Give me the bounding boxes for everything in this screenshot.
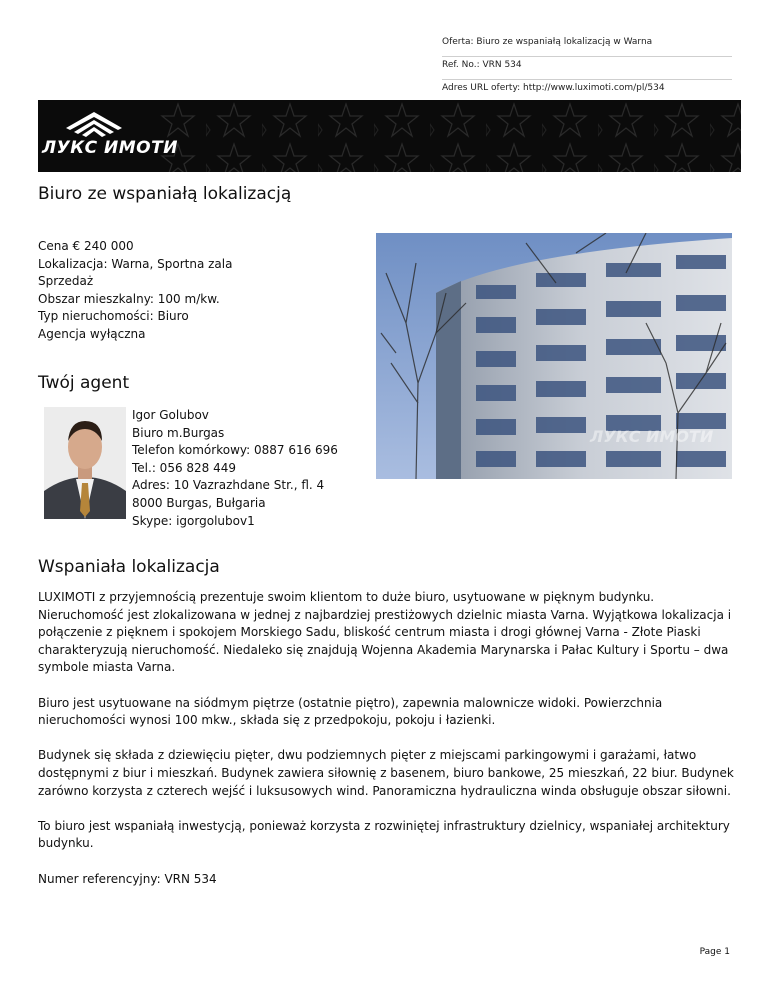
price-line: Cena € 240 000 — [38, 239, 134, 253]
description-paragraph: LUXIMOTI z przyjemnością prezentuje swoim klientom to duże biuro, usytuowane w pięknym budynku. Nieruchomość jest zlokalizowana w jednej z najbardziej prestiżowych dzielnic miasta Varna. Wyjątkowa lokalizacja i połączenie z pięknem i spokojem Morskiego Sadu, bliskość centrum miasta i drogi głównej Varna - Złote Piaski charakteryzują nieruchomość. Niedaleko się znajdują Wojenna Akademia Marynarska i Pałac Kultury i Sportu – dwa symbole miasta Varna. — [38, 590, 732, 675]
agent-office: Biuro m.Burgas — [132, 425, 225, 440]
area-line: Obszar mieszkalny: 100 m/kw. — [38, 291, 220, 306]
description-section-title: Wspaniała lokalizacja — [38, 557, 220, 577]
exclusive-agency-line: Agencja wyłączna — [38, 326, 146, 341]
agent-address: Adres: 10 Vazrazhdane Str., fl. 4 — [132, 478, 325, 493]
agent-photo — [44, 407, 126, 519]
reference-number-text: Numer referencyjny: VRN 534 — [38, 871, 217, 886]
offer-url-line: Adres URL oferty: http://www.luximoti.com/pl/534 — [442, 80, 732, 103]
offer-header — [442, 34, 732, 103]
property-photo — [376, 233, 732, 479]
location-line: Lokalizacja: Warna, Sportna zala — [38, 256, 233, 271]
description-paragraph: Budynek się składa z dziewięciu pięter, dwu podziemnych pięter z miejscami parkingowymi i garażami, łatwo dostępnymi z biur i mieszkań. Budynek zawiera siłownię z basenem, biuro bankowe, 25 mieszkań, 22 biur. Budynek zarówno korzysta z czterech wejść i luksusowych wind. Panoramiczna hydrauliczna winda obsługuje obszar siłowni. — [38, 748, 734, 798]
agent-section-title: Twój agent — [38, 373, 130, 393]
agency-banner — [38, 100, 741, 172]
agent-name: Igor Golubov — [132, 408, 209, 422]
page-number: Page 1 — [699, 947, 730, 957]
description-paragraph: To biuro jest wspaniałą inwestycją, ponieważ korzysta z rozwiniętej infrastruktury dzielnicy, wspaniałej architektury budynku. — [38, 818, 730, 851]
photo-watermark: ЛУКС ИМОТИ — [590, 427, 714, 446]
agent-skype: Skype: igorgolubov1 — [132, 513, 255, 528]
property-description — [38, 589, 734, 906]
logo-text: ЛУКС ИМОТИ — [42, 138, 178, 158]
description-paragraph: Biuro jest usytuowane na siódmym piętrze (ostatnie piętro), zapewnia malownicze widoki. Powierzchnia nieruchomości wynosi 100 mkw., składa się z przedpokoju, pokoju i łazienki. — [38, 695, 663, 728]
reference-number-line: Ref. No.: VRN 534 — [442, 57, 732, 80]
agent-details — [132, 407, 338, 530]
property-type-line: Typ nieruchomości: Biuro — [38, 309, 189, 324]
agent-city: 8000 Burgas, Bułgaria — [132, 495, 266, 510]
offer-title-line: Oferta: Biuro ze wspaniałą lokalizacją w Warna — [442, 34, 732, 57]
agent-phone: Tel.: 056 828 449 — [132, 460, 237, 475]
agent-mobile: Telefon komórkowy: 0887 616 696 — [132, 443, 338, 458]
listing-details — [38, 238, 232, 344]
transaction-type-line: Sprzedaż — [38, 274, 94, 289]
listing-title: Biuro ze wspaniałą lokalizacją — [38, 184, 292, 204]
